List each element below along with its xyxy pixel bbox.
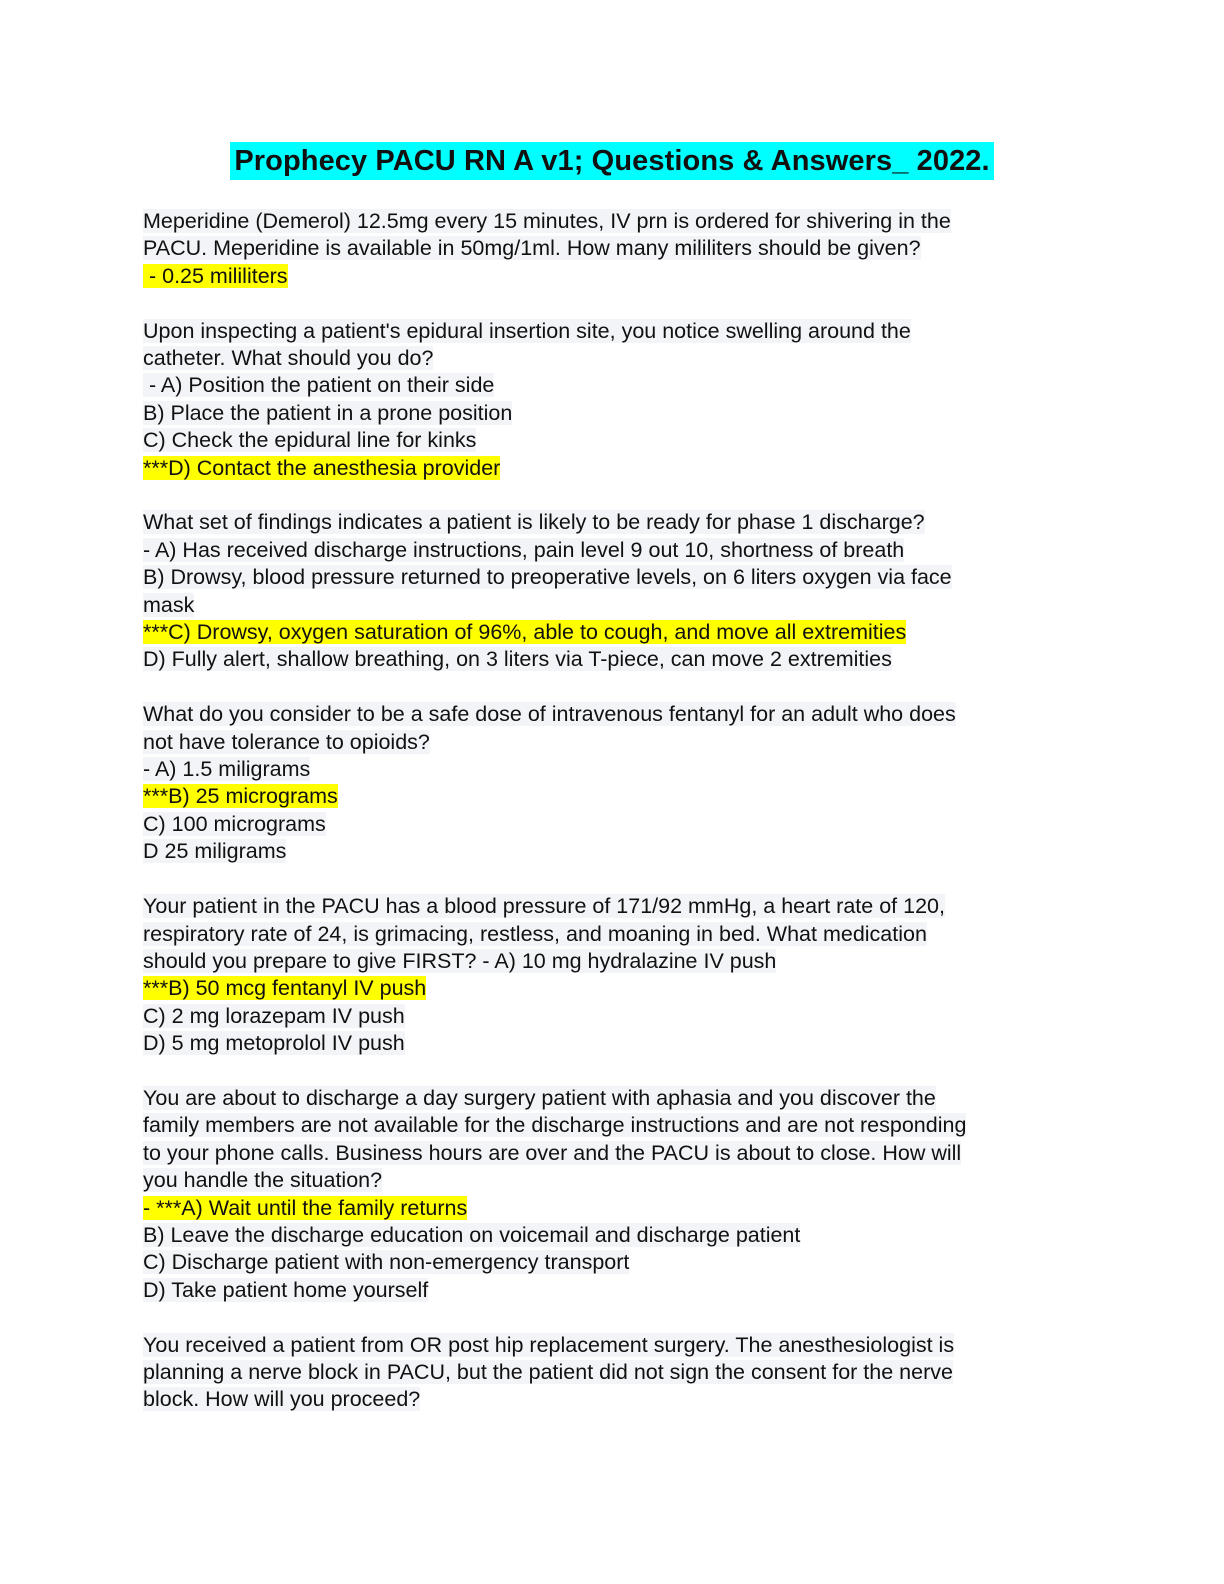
line-text: C) 2 mg lorazepam IV push — [143, 1003, 405, 1028]
line-text: respiratory rate of 24, is grimacing, restless, and moaning in bed. What medication — [143, 921, 927, 946]
question-line — [143, 756, 1063, 783]
question-line — [143, 427, 1063, 454]
line-text: planning a nerve block in PACU, but the patient did not sign the consent for the nerve — [143, 1359, 953, 1384]
line-text: C) 100 micrograms — [143, 811, 326, 836]
line-text: B) Drowsy, blood pressure returned to preoperative levels, on 6 liters oxygen via face — [143, 565, 952, 590]
question-line — [143, 1249, 1063, 1276]
line-text: What do you consider to be a safe dose of intravenous fentanyl for an adult who does — [143, 702, 956, 727]
answer-line — [143, 455, 1063, 482]
line-text: catheter. What should you do? — [143, 346, 434, 371]
question-line — [143, 1112, 1063, 1139]
question-line — [143, 838, 1063, 865]
line-text: Your patient in the PACU has a blood pressure of 171/92 mmHg, a heart rate of 120, — [143, 894, 945, 919]
line-text: D) Fully alert, shallow breathing, on 3 liters via T-piece, can move 2 extremities — [143, 647, 892, 672]
question-line — [143, 811, 1063, 838]
question-block — [143, 1085, 1063, 1304]
question-line — [143, 592, 1063, 619]
line-text: You received a patient from OR post hip replacement surgery. The anesthesiologist is — [143, 1332, 955, 1357]
question-line — [143, 345, 1063, 372]
question-line — [143, 509, 1063, 536]
question-line — [143, 701, 1063, 728]
title-container — [0, 142, 1224, 180]
question-line — [143, 1332, 1063, 1359]
line-text: block. How will you proceed? — [143, 1387, 421, 1412]
line-text: D) Take patient home yourself — [143, 1277, 429, 1302]
question-line — [143, 235, 1063, 262]
highlighted-answer-text: ***B) 25 micrograms — [143, 784, 338, 809]
question-line — [143, 318, 1063, 345]
line-text: Upon inspecting a patient's epidural insertion site, you notice swelling around the — [143, 318, 911, 343]
line-text: you handle the situation? — [143, 1168, 383, 1193]
question-line — [143, 921, 1063, 948]
answer-line — [143, 975, 1063, 1002]
question-block — [143, 318, 1063, 482]
line-text: - A) Position the patient on their side — [143, 373, 495, 398]
highlighted-answer-text: - 0.25 mililiters — [143, 263, 288, 288]
highlighted-answer-text: ***D) Contact the anesthesia provider — [143, 455, 501, 480]
line-text: You are about to discharge a day surgery patient with aphasia and you discover the — [143, 1085, 936, 1110]
question-line — [143, 948, 1063, 975]
line-text: mask — [143, 592, 195, 617]
line-text: C) Discharge patient with non-emergency transport — [143, 1250, 630, 1275]
line-text: D 25 miligrams — [143, 839, 287, 864]
question-line — [143, 372, 1063, 399]
question-line — [143, 646, 1063, 673]
question-line — [143, 1167, 1063, 1194]
question-line — [143, 1085, 1063, 1112]
question-block — [143, 1332, 1063, 1414]
line-text: B) Place the patient in a prone position — [143, 400, 513, 425]
line-text: What set of findings indicates a patient is likely to be ready for phase 1 discharge? — [143, 510, 925, 535]
question-block — [143, 509, 1063, 673]
question-line — [143, 564, 1063, 591]
line-text: B) Leave the discharge education on voicemail and discharge patient — [143, 1222, 801, 1247]
line-text: family members are not available for the discharge instructions and are not responding — [143, 1113, 967, 1138]
question-block — [143, 208, 1063, 290]
document-title: Prophecy PACU RN A v1; Questions & Answers_ 2022. — [230, 142, 993, 180]
question-line — [143, 893, 1063, 920]
line-text: - A) 1.5 miligrams — [143, 757, 311, 782]
line-text: Meperidine (Demerol) 12.5mg every 15 minutes, IV prn is ordered for shivering in the — [143, 209, 951, 233]
question-line — [143, 1030, 1063, 1057]
question-block — [143, 701, 1063, 865]
question-line — [143, 729, 1063, 756]
question-line — [143, 400, 1063, 427]
question-line — [143, 1140, 1063, 1167]
question-line — [143, 1359, 1063, 1386]
question-line — [143, 1277, 1063, 1304]
highlighted-answer-text: - ***A) Wait until the family returns — [143, 1195, 468, 1220]
line-text: D) 5 mg metoprolol IV push — [143, 1031, 405, 1056]
question-list — [143, 208, 1063, 1441]
answer-line — [143, 619, 1063, 646]
answer-line — [143, 783, 1063, 810]
line-text: PACU. Meperidine is available in 50mg/1ml. How many mililiters should be given? — [143, 236, 921, 261]
line-text: to your phone calls. Business hours are over and the PACU is about to close. How will — [143, 1140, 962, 1165]
line-text: should you prepare to give FIRST? - A) 10 mg hydralazine IV push — [143, 948, 777, 973]
question-line — [143, 1222, 1063, 1249]
question-block — [143, 893, 1063, 1057]
line-text: C) Check the epidural line for kinks — [143, 428, 477, 453]
answer-line — [143, 263, 1063, 290]
highlighted-answer-text: ***C) Drowsy, oxygen saturation of 96%, able to cough, and move all extremities — [143, 620, 907, 645]
question-line — [143, 537, 1063, 564]
line-text: not have tolerance to opioids? — [143, 729, 430, 754]
question-line — [143, 1386, 1063, 1413]
answer-line — [143, 1195, 1063, 1222]
highlighted-answer-text: ***B) 50 mcg fentanyl IV push — [143, 976, 427, 1001]
line-text: - A) Has received discharge instructions, pain level 9 out 10, shortness of breath — [143, 537, 905, 562]
question-line — [143, 1003, 1063, 1030]
question-line — [143, 208, 1063, 235]
